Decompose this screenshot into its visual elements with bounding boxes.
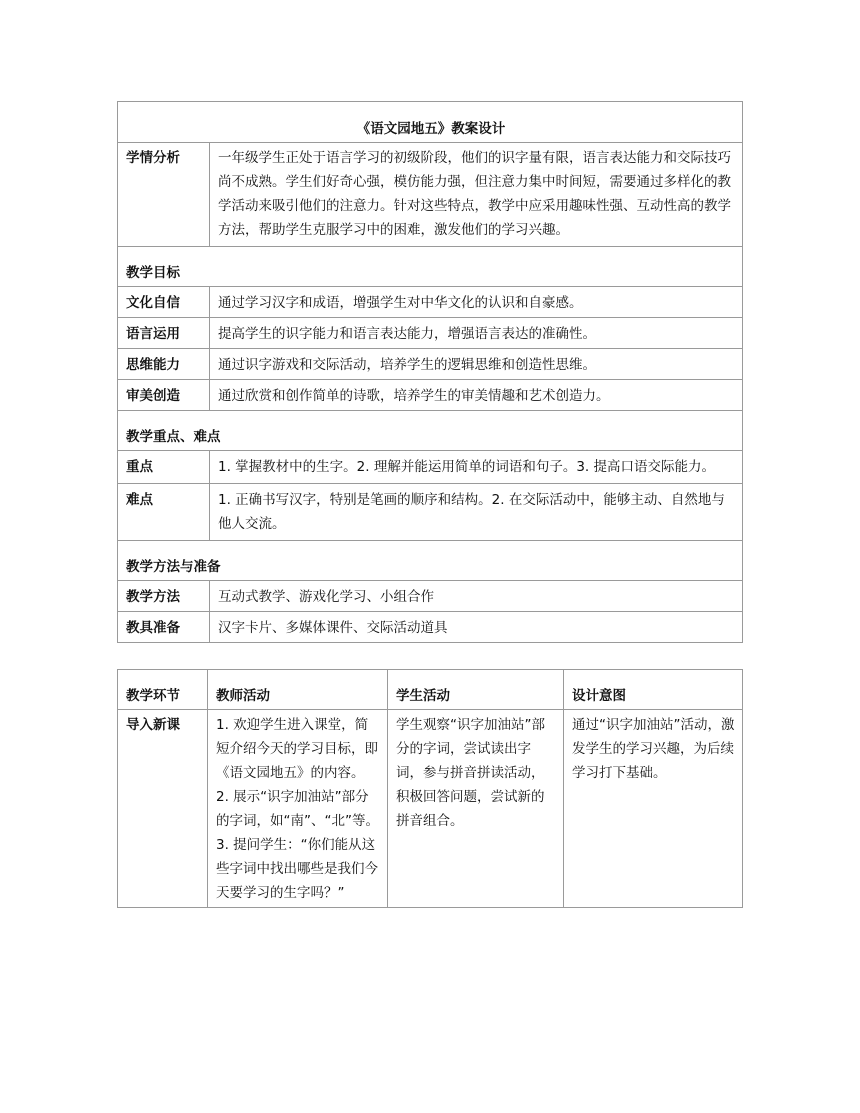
goals-heading-row xyxy=(118,247,743,287)
teaching-process-table xyxy=(117,669,743,908)
title-row xyxy=(118,102,743,143)
keypoint-text: 1. 掌握教材中的生字。2. 理解并能运用简单的词语和句子。3. 提高口语交际能力。 xyxy=(210,451,743,484)
header-intent: 设计意图 xyxy=(564,670,743,710)
lesson-plan-table xyxy=(117,101,743,643)
method-row xyxy=(118,612,743,643)
analysis-label: 学情分析 xyxy=(118,143,210,247)
goal-label: 审美创造 xyxy=(118,380,210,411)
header-student: 学生活动 xyxy=(388,670,564,710)
keypoints-heading-row xyxy=(118,411,743,451)
analysis-text: 一年级学生正处于语言学习的初级阶段，他们的识字量有限，语言表达能力和交际技巧尚不成熟。学生们好奇心强，模仿能力强，但注意力集中时间短，需要通过多样化的教学活动来吸引他们的注意力。针对这些特点，教学中应采用趣味性强、互动性高的教学方法，帮助学生克服学习中的困难，激发他们的学习兴趣。 xyxy=(210,143,743,247)
keypoint-row xyxy=(118,484,743,541)
header-teacher: 教师活动 xyxy=(208,670,388,710)
keypoint-label: 重点 xyxy=(118,451,210,484)
goal-label: 思维能力 xyxy=(118,349,210,380)
goal-label: 文化自信 xyxy=(118,287,210,318)
goal-text: 提高学生的识字能力和语言表达能力，增强语言表达的准确性。 xyxy=(210,318,743,349)
method-text: 互动式教学、游戏化学习、小组合作 xyxy=(210,581,743,612)
keypoints-heading: 教学重点、难点 xyxy=(118,411,743,451)
analysis-row xyxy=(118,143,743,247)
method-text: 汉字卡片、多媒体课件、交际活动道具 xyxy=(210,612,743,643)
student-activity-cell: 学生观察“识字加油站”部分的字词，尝试读出字词，参与拼音拼读活动，积极回答问题，尝试新的拼音组合。 xyxy=(388,710,564,908)
goal-row xyxy=(118,349,743,380)
methods-heading: 教学方法与准备 xyxy=(118,541,743,581)
goal-row xyxy=(118,287,743,318)
goal-label: 语言运用 xyxy=(118,318,210,349)
goal-text: 通过识字游戏和交际活动，培养学生的逻辑思维和创造性思维。 xyxy=(210,349,743,380)
goal-text: 通过学习汉字和成语，增强学生对中华文化的认识和自豪感。 xyxy=(210,287,743,318)
method-row xyxy=(118,581,743,612)
process-header-row xyxy=(118,670,743,710)
goal-row xyxy=(118,380,743,411)
goals-heading: 教学目标 xyxy=(118,247,743,287)
keypoint-row xyxy=(118,451,743,484)
method-label: 教具准备 xyxy=(118,612,210,643)
goal-row xyxy=(118,318,743,349)
design-intent-cell: 通过“识字加油站”活动，激发学生的学习兴趣，为后续学习打下基础。 xyxy=(564,710,743,908)
stage-cell: 导入新课 xyxy=(118,710,208,908)
methods-heading-row xyxy=(118,541,743,581)
method-label: 教学方法 xyxy=(118,581,210,612)
keypoint-label: 难点 xyxy=(118,484,210,541)
teacher-activity-cell: 1. 欢迎学生进入课堂，简短介绍今天的学习目标，即《语文园地五》的内容。 2. 展示“识字加油站”部分的字词，如“南”、“北”等。 3. 提问学生：“你们能从这些字词中找出哪些是我们今天要学习的生字吗？” xyxy=(208,710,388,908)
header-stage: 教学环节 xyxy=(118,670,208,710)
keypoint-text: 1. 正确书写汉字，特别是笔画的顺序和结构。2. 在交际活动中，能够主动、自然地与他人交流。 xyxy=(210,484,743,541)
process-row xyxy=(118,710,743,908)
goal-text: 通过欣赏和创作简单的诗歌，培养学生的审美情趣和艺术创造力。 xyxy=(210,380,743,411)
document-title: 《语文园地五》教案设计 xyxy=(118,102,743,143)
